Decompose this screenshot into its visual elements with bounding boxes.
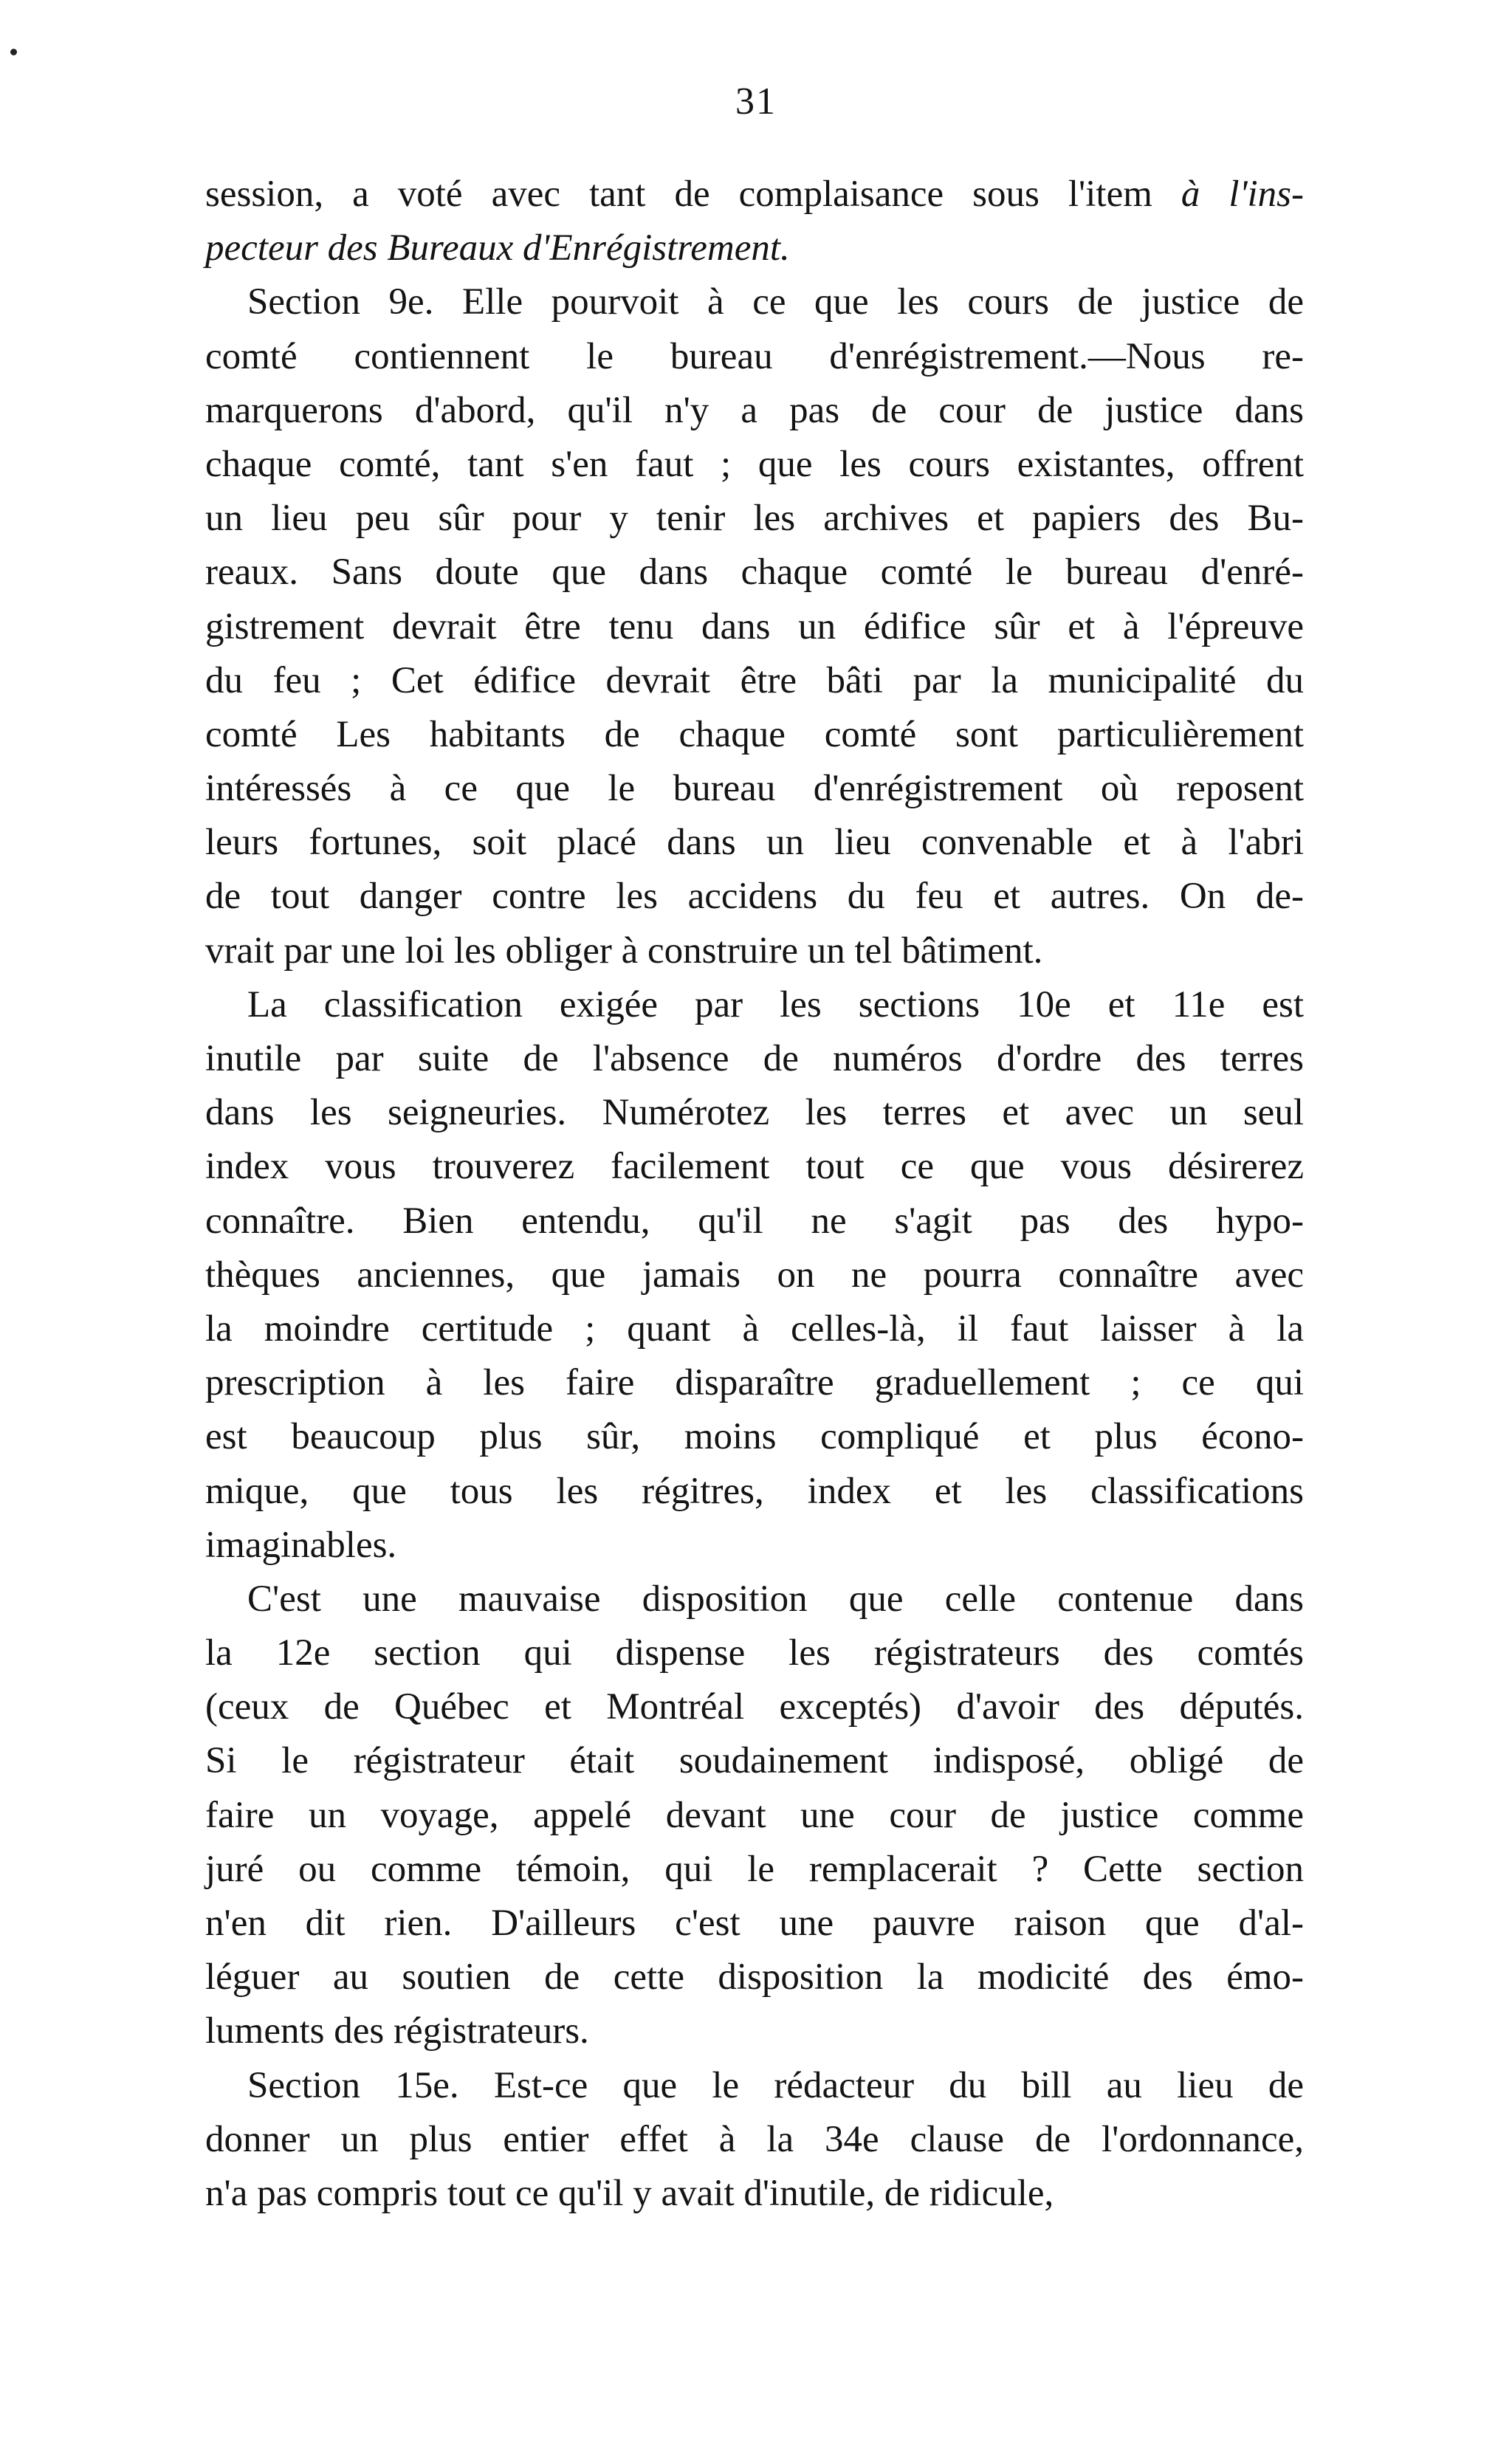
text-line (205, 1843, 1304, 1897)
text-segment: marquerons d'abord, qu'il n'y a pas de cour de justice dans (205, 389, 1304, 431)
text-segment: thèques anciennes, que jamais on ne pourra connaître avec (205, 1254, 1304, 1296)
text-line (205, 438, 1304, 492)
italic-text: à l'ins- (1181, 173, 1304, 215)
text-segment: mique, que tous les régitres, index et les classifications (205, 1470, 1304, 1512)
text-line (205, 1519, 1304, 1573)
text-line (205, 1302, 1304, 1356)
text-segment: Section 15e. Est-ce que le rédacteur du bill au lieu de (247, 2064, 1304, 2106)
italic-text: pecteur des Bureaux d'Enrégistrement. (205, 227, 790, 269)
text-line (205, 2059, 1304, 2113)
text-line (205, 762, 1304, 816)
text-line (205, 654, 1304, 708)
text-segment: comté contiennent le bureau d'enrégistrement.—Nous re- (205, 335, 1304, 377)
text-line (205, 2004, 1304, 2058)
text-line (205, 1789, 1304, 1843)
text-segment: C'est une mauvaise disposition que celle contenue dans (247, 1578, 1304, 1620)
body-text (205, 168, 1304, 2221)
paragraph (205, 1573, 1304, 2059)
text-segment: léguer au soutien de cette disposition la modicité des émo- (205, 1956, 1304, 1998)
text-segment: Si le régistrateur était soudainement indisposé, obligé de (205, 1740, 1304, 1782)
text-segment: dans les seigneuries. Numérotez les terres et avec un seul (205, 1092, 1304, 1134)
text-segment: (ceux de Québec et Montréal exceptés) d'avoir des députés. (205, 1686, 1304, 1728)
text-segment: donner un plus entier effet à la 34e clause de l'ordonnance, (205, 2118, 1304, 2160)
text-segment: Section 9e. Elle pourvoit à ce que les cours de justice de (247, 281, 1304, 323)
text-segment: n'en dit rien. D'ailleurs c'est une pauvre raison que d'al- (205, 1903, 1304, 1944)
text-line (205, 1897, 1304, 1951)
text-line (205, 978, 1304, 1032)
paragraph (205, 275, 1304, 977)
text-segment: un lieu peu sûr pour y tenir les archives et papiers des Bu- (205, 498, 1304, 540)
paragraph (205, 2059, 1304, 2221)
text-segment: faire un voyage, appelé devant une cour de justice comme (205, 1794, 1304, 1836)
text-segment: index vous trouverez facilement tout ce que vous désirerez (205, 1146, 1304, 1188)
text-line (205, 1248, 1304, 1302)
text-segment: imaginables. (205, 1524, 397, 1566)
text-line (205, 870, 1304, 924)
text-line (205, 1465, 1304, 1519)
text-segment: prescription à les faire disparaître graduellement ; ce qui (205, 1362, 1304, 1404)
text-line (205, 1356, 1304, 1410)
text-segment: est beaucoup plus sûr, moins compliqué et plus écono- (205, 1416, 1304, 1458)
text-segment: juré ou comme témoin, qui le remplacerait ? Cette section (205, 1848, 1304, 1890)
text-line (205, 1734, 1304, 1788)
text-segment: reaux. Sans doute que dans chaque comté le bureau d'enré- (205, 551, 1304, 594)
text-line (205, 1195, 1304, 1248)
text-line (205, 2167, 1304, 2221)
text-segment: vrait par une loi les obliger à construire un tel bâtiment. (205, 929, 1043, 972)
text-line (205, 275, 1304, 329)
page-number: 31 (735, 80, 777, 123)
text-segment: n'a pas compris tout ce qu'il y avait d'inutile, de ridicule, (205, 2172, 1054, 2214)
text-line (205, 384, 1304, 438)
text-line (205, 2113, 1304, 2167)
paragraph (205, 168, 1304, 275)
text-segment: chaque comté, tant s'en faut ; que les cours existantes, offrent (205, 443, 1304, 485)
text-segment: session, a voté avec tant de complaisance sous l'item (205, 173, 1181, 215)
text-segment: connaître. Bien entendu, qu'il ne s'agit pas des hypo- (205, 1200, 1304, 1242)
text-line (205, 546, 1304, 599)
paragraph (205, 978, 1304, 1573)
text-line (205, 1032, 1304, 1086)
text-line (205, 600, 1304, 654)
text-line (205, 168, 1304, 221)
text-segment: gistrement devrait être tenu dans un édifice sûr et à l'épreuve (205, 605, 1304, 647)
text-segment: La classification exigée par les sections 10e et 11e est (247, 983, 1304, 1025)
text-segment: intéressés à ce que le bureau d'enrégistrement où reposent (205, 768, 1304, 810)
text-line (205, 492, 1304, 546)
text-line (205, 816, 1304, 870)
text-line (205, 1140, 1304, 1194)
text-line (205, 1951, 1304, 2004)
text-line (205, 1410, 1304, 1464)
text-line (205, 1086, 1304, 1140)
text-segment: luments des régistrateurs. (205, 2010, 589, 2052)
text-segment: la moindre certitude ; quant à celles-là, il faut laisser à la (205, 1307, 1304, 1350)
text-line (205, 1680, 1304, 1734)
text-segment: inutile par suite de l'absence de numéros d'ordre des terres (205, 1038, 1304, 1079)
text-segment: de tout danger contre les accidens du feu et autres. On de- (205, 876, 1304, 918)
text-line (205, 1573, 1304, 1626)
text-segment: la 12e section qui dispense les régistrateurs des comtés (205, 1632, 1304, 1674)
text-line (205, 924, 1304, 978)
text-segment: comté Les habitants de chaque comté sont particulièrement (205, 713, 1304, 755)
text-line (205, 330, 1304, 384)
text-segment: du feu ; Cet édifice devrait être bâti par la municipalité du (205, 659, 1304, 701)
text-line (205, 1626, 1304, 1680)
text-line (205, 708, 1304, 762)
text-line (205, 221, 1304, 275)
scan-speck (10, 49, 17, 55)
text-segment: leurs fortunes, soit placé dans un lieu convenable et à l'abri (205, 822, 1304, 864)
